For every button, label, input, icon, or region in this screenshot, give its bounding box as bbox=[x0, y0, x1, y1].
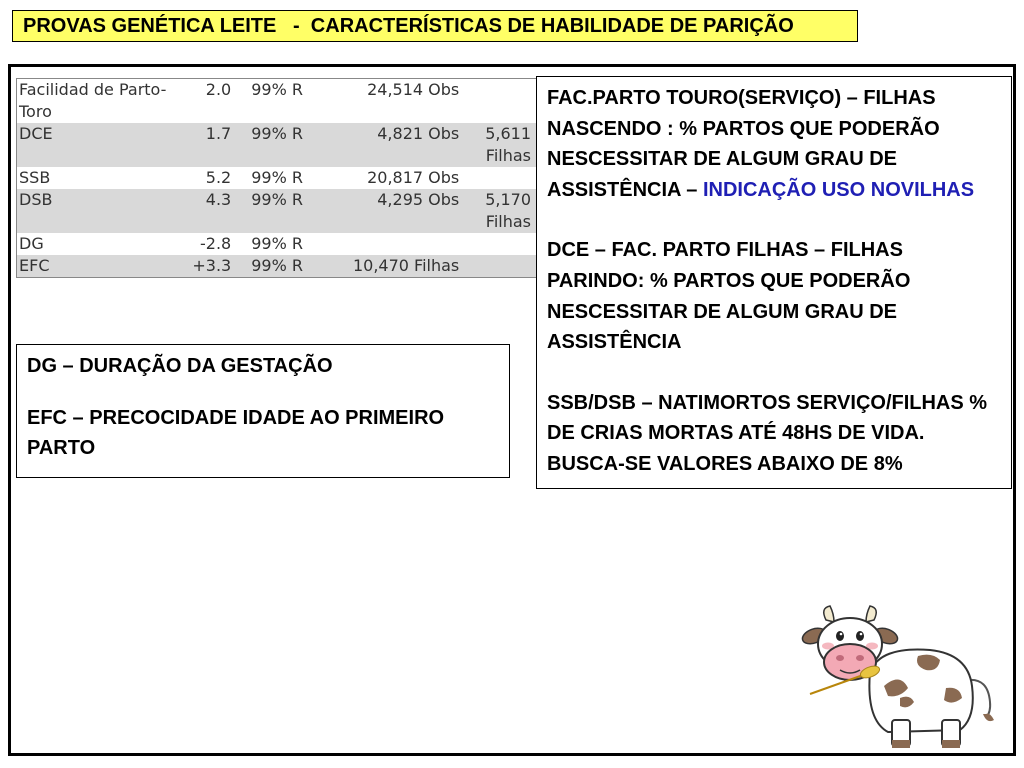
definition-efc: EFC – PRECOCIDADE IDADE AO PRIMEIRO PARTO bbox=[27, 407, 445, 459]
trait-daughters: 5,170 Filhas bbox=[467, 189, 537, 233]
trait-value: 4.3 bbox=[172, 189, 248, 233]
trait-value: -2.8 bbox=[200, 234, 232, 253]
trait-daughters bbox=[467, 255, 537, 278]
trait-observations bbox=[336, 233, 467, 255]
trait-daughters bbox=[467, 233, 537, 255]
trait-daughters bbox=[467, 79, 537, 124]
trait-daughters: 5,611 Filhas bbox=[467, 123, 537, 167]
trait-reliability: 99% R bbox=[247, 123, 336, 167]
definition-dg: DG – DURAÇÃO DA GESTAÇÃO bbox=[27, 355, 333, 377]
trait-observations: 10,470 Filhas bbox=[336, 255, 467, 278]
definitions-box-left bbox=[16, 344, 510, 478]
definition-dce: DCE – FAC. PARTO FILHAS – FILHAS PARINDO: % PARTOS QUE PODERÃO NESCESSITAR DE ALGUM GRAU DE ASSISTÊNCIA bbox=[547, 239, 911, 354]
trait-observations: 24,514 Obs bbox=[367, 80, 460, 99]
trait-value: 2.0 bbox=[205, 80, 232, 99]
table-row bbox=[17, 167, 538, 189]
trait-value: 1.7 bbox=[172, 123, 248, 167]
table-row bbox=[17, 233, 538, 255]
trait-name: DSB bbox=[17, 189, 172, 233]
trait-name: DG bbox=[19, 234, 44, 253]
definition-ssb-dsb: SSB/DSB – NATIMORTOS SERVIÇO/FILHAS % DE CRIAS MORTAS ATÉ 48HS DE VIDA. BUSCA-SE VALORES ABAIXO DE 8% bbox=[547, 391, 988, 475]
trait-value: 5.2 bbox=[205, 168, 232, 187]
trait-name: DCE bbox=[17, 123, 172, 167]
trait-observations: 4,295 Obs bbox=[336, 189, 467, 233]
trait-reliability: 99% R bbox=[247, 189, 336, 233]
table-row bbox=[17, 79, 538, 124]
trait-daughters bbox=[467, 167, 537, 189]
page-title: PROVAS GENÉTICA LEITE - CARACTERÍSTICAS DE HABILIDADE DE PARIÇÃO bbox=[12, 10, 858, 42]
table-row bbox=[17, 255, 538, 278]
definitions-box-right bbox=[536, 76, 1012, 489]
trait-observations: 20,817 Obs bbox=[367, 168, 460, 187]
heifer-use-highlight: INDICAÇÃO USO NOVILHAS bbox=[702, 178, 975, 201]
trait-name: EFC bbox=[17, 255, 172, 278]
trait-name: Facilidad de Parto-Toro bbox=[19, 80, 167, 121]
definition-fac-parto bbox=[547, 83, 1001, 205]
genetic-proof-table bbox=[16, 78, 538, 278]
cartoon-cow-icon bbox=[800, 602, 1000, 750]
trait-reliability: 99% R bbox=[251, 234, 303, 253]
trait-observations: 4,821 Obs bbox=[336, 123, 467, 167]
table-row bbox=[17, 123, 538, 167]
trait-reliability: 99% R bbox=[251, 168, 303, 187]
trait-name: SSB bbox=[19, 168, 51, 187]
trait-value: +3.3 bbox=[172, 255, 248, 278]
trait-reliability: 99% R bbox=[251, 80, 303, 99]
table-row bbox=[17, 189, 538, 233]
trait-reliability: 99% R bbox=[247, 255, 336, 278]
definition-fac-parto-text: FAC.PARTO TOURO(SERVIÇO) – FILHAS NASCENDO : % PARTOS QUE PODERÃO NESCESSITAR DE ALGUM GRAU DE ASSISTÊNCIA – bbox=[547, 87, 940, 201]
